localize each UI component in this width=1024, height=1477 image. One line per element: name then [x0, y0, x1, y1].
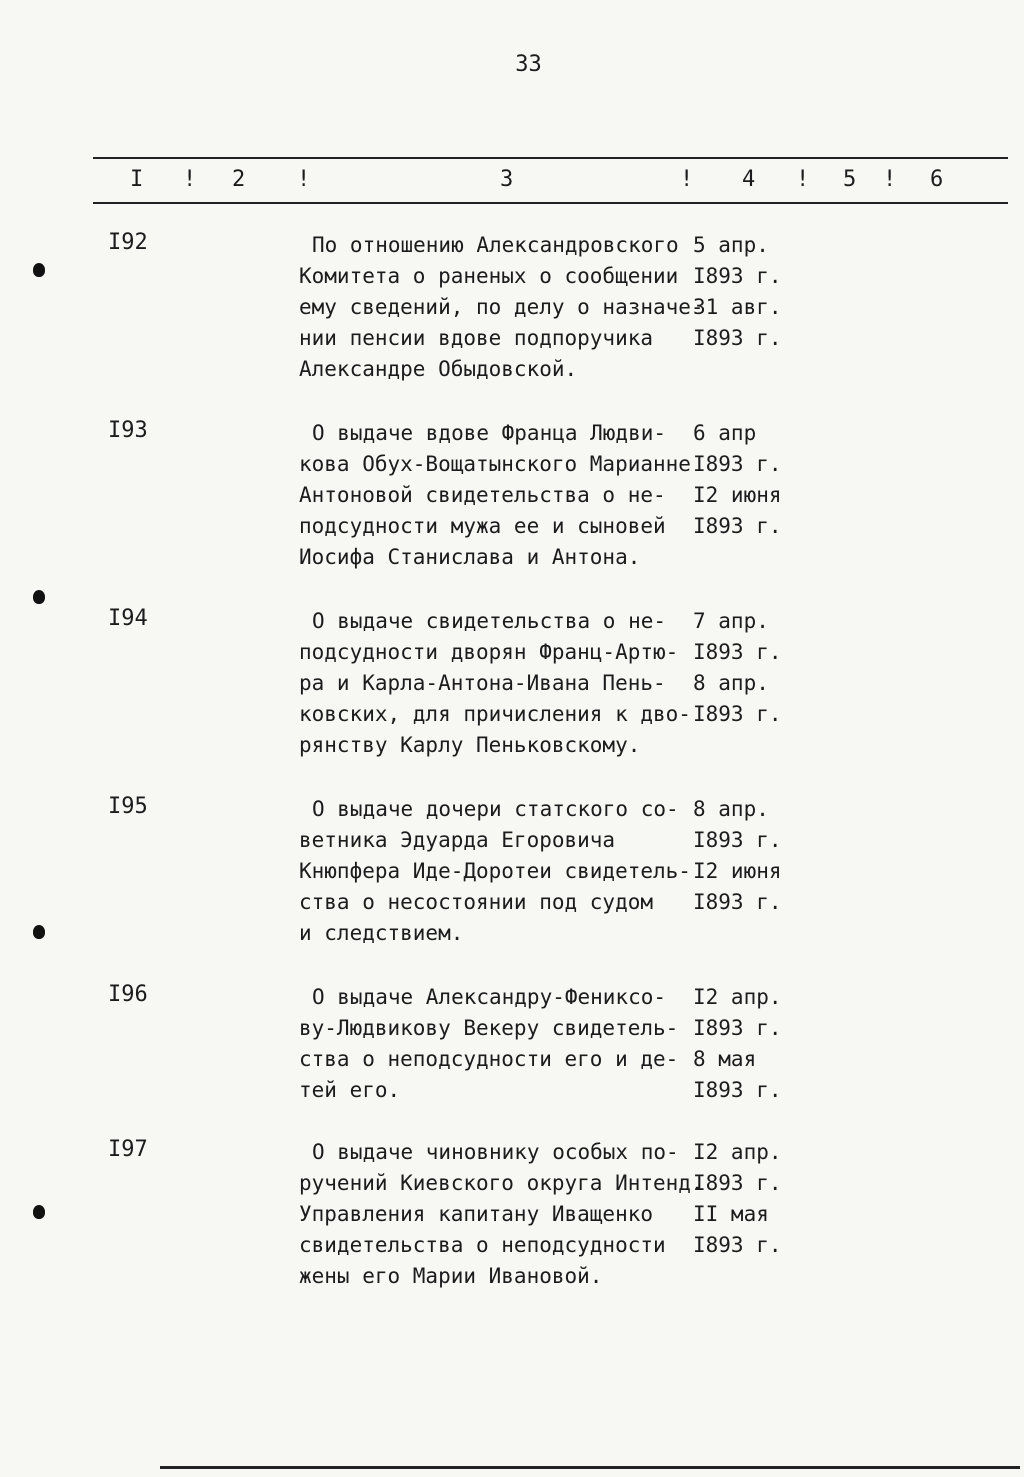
date-line: I893 г.	[693, 890, 782, 914]
column-header-2: 2	[232, 167, 246, 192]
description-line: подсудности мужа ее и сыновей	[299, 514, 666, 538]
description-line: жены его Марии Ивановой.	[299, 1264, 603, 1288]
column-header-6: 6	[930, 167, 944, 192]
entry-dates	[693, 418, 813, 542]
entry-number: I92	[108, 230, 148, 255]
date-line: I893 г.	[693, 1016, 782, 1040]
punch-hole-mark	[33, 1205, 45, 1219]
date-line: I2 июня	[693, 483, 782, 507]
description-line: рянству Карлу Пеньковскому.	[299, 733, 641, 757]
description-line: ву-Людвикову Векеру свидетель-	[299, 1016, 679, 1040]
column-header-1: I	[130, 167, 144, 192]
description-line: ра и Карла-Антона-Ивана Пень-	[299, 671, 666, 695]
date-line: I2 апр.	[693, 985, 782, 1009]
table-header-rule	[93, 202, 1008, 204]
date-line: I893 г.	[693, 452, 782, 476]
date-line: I2 апр.	[693, 1140, 782, 1164]
date-line: 8 апр.	[693, 797, 769, 821]
entry-dates	[693, 606, 813, 730]
date-line: II мая	[693, 1202, 769, 1226]
page-bottom-rule	[160, 1466, 1020, 1469]
entry-number: I96	[108, 982, 148, 1007]
entry-description	[299, 794, 699, 949]
description-line: тей его.	[299, 1078, 401, 1102]
description-line: О выдаче Александру-Фениксо-	[312, 985, 667, 1009]
date-line: I893 г.	[693, 640, 782, 664]
entry-number: I93	[108, 418, 148, 443]
description-line: свидетельства о неподсудности	[299, 1233, 666, 1257]
entry-dates	[693, 982, 813, 1106]
column-header-3: 3	[500, 167, 514, 192]
description-line: ства о несостоянии под судом	[299, 890, 654, 914]
page-number: 33	[515, 52, 542, 77]
description-line: ручений Киевского округа Интенд.	[299, 1171, 704, 1195]
date-line: I893 г.	[693, 326, 782, 350]
column-header-4: 4	[742, 167, 756, 192]
date-line: 8 апр.	[693, 671, 769, 695]
entry-description	[299, 230, 704, 385]
column-separator: !	[297, 167, 311, 192]
description-line: Комитета о раненых о сообщении	[299, 264, 679, 288]
date-line: I893 г.	[693, 514, 782, 538]
punch-hole-mark	[33, 925, 45, 939]
column-separator: !	[183, 167, 197, 192]
column-header-5: 5	[843, 167, 857, 192]
date-line: 7 апр.	[693, 609, 769, 633]
description-line: ства о неподсудности его и де-	[299, 1047, 679, 1071]
entry-description	[299, 418, 699, 573]
description-line: Иосифа Станислава и Антона.	[299, 545, 641, 569]
description-line: По отношению Александровского	[312, 233, 679, 257]
description-line: ветника Эдуарда Егоровича	[299, 828, 616, 852]
date-line: I2 июня	[693, 859, 782, 883]
description-line: нии пенсии вдове подпоручика	[299, 326, 654, 350]
description-line: Управления капитану Иващенко	[299, 1202, 654, 1226]
date-line: I893 г.	[693, 264, 782, 288]
date-line: 8 мая	[693, 1047, 757, 1071]
entry-description	[299, 982, 699, 1106]
date-line: I893 г.	[693, 828, 782, 852]
column-separator: !	[680, 167, 694, 192]
entry-number: I95	[108, 794, 148, 819]
punch-hole-mark	[33, 590, 45, 604]
entry-number: I97	[108, 1137, 148, 1162]
date-line: I893 г.	[693, 1171, 782, 1195]
description-line: Александре Обыдовской.	[299, 357, 578, 381]
date-line: I893 г.	[693, 702, 782, 726]
column-separator: !	[796, 167, 810, 192]
description-line: О выдаче вдове Франца Людви-	[312, 421, 667, 445]
column-separator: !	[883, 167, 897, 192]
date-line: 6 апр	[693, 421, 757, 445]
date-line: 5 апр.	[693, 233, 769, 257]
table-top-rule	[93, 157, 1008, 159]
entry-dates	[693, 230, 813, 354]
description-line: О выдаче свидетельства о не-	[312, 609, 667, 633]
date-line: I893 г.	[693, 1233, 782, 1257]
entry-dates	[693, 794, 813, 918]
entry-number: I94	[108, 606, 148, 631]
description-line: ему сведений, по делу о назначе-	[299, 295, 704, 319]
description-line: кова Обух-Вощатынского Марианне	[299, 452, 691, 476]
entry-description	[299, 606, 699, 761]
date-line: I893 г.	[693, 1078, 782, 1102]
date-line: 31 авг.	[693, 295, 782, 319]
description-line: Антоновой свидетельства о не-	[299, 483, 666, 507]
description-line: и следствием.	[299, 921, 464, 945]
description-line: Кнюпфера Иде-Доротеи свидетель-	[299, 859, 691, 883]
punch-hole-mark	[33, 263, 45, 277]
description-line: О выдаче чиновнику особых по-	[312, 1140, 679, 1164]
description-line: ковских, для причисления к дво-	[299, 702, 691, 726]
entry-description	[299, 1137, 704, 1292]
description-line: О выдаче дочери статского со-	[312, 797, 679, 821]
description-line: подсудности дворян Франц-Артю-	[299, 640, 679, 664]
entry-dates	[693, 1137, 813, 1261]
